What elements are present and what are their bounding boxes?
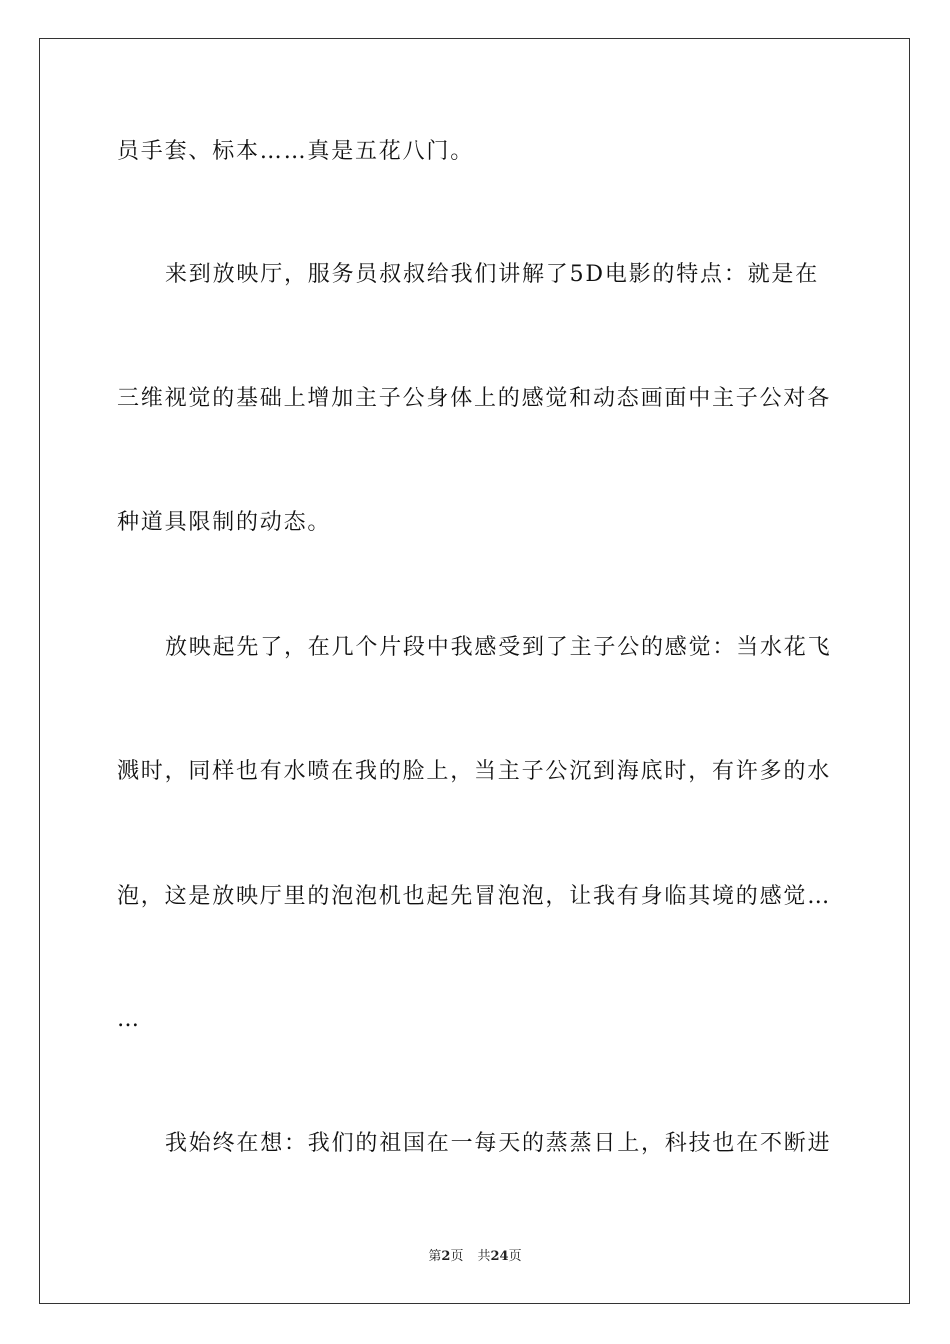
page-number: 2 xyxy=(441,1249,451,1264)
paragraph-4-line-1: 我始终在想：我们的祖国在一每天的蒸蒸日上，科技也在不断进 xyxy=(165,1131,832,1156)
page-suffix: 页 xyxy=(450,1249,464,1264)
text-line-1: 员手套、标本……真是五花八门。 xyxy=(117,139,475,164)
paragraph-2-line-3: 种道具限制的动态。 xyxy=(117,510,332,535)
page-frame xyxy=(39,38,910,1304)
paragraph-2-line-2: 三维视觉的基础上增加主子公身体上的感觉和动态画面中主子公对各 xyxy=(117,386,832,411)
paragraph-3-line-2: 溅时，同样也有水喷在我的脸上，当主子公沉到海底时，有许多的水 xyxy=(117,759,832,784)
page-footer xyxy=(0,1248,950,1266)
paragraph-2-line-1: 来到放映厅，服务员叔叔给我们讲解了5D电影的特点：就是在 xyxy=(165,262,820,287)
paragraph-3-line-1: 放映起先了，在几个片段中我感受到了主子公的感觉：当水花飞 xyxy=(165,635,832,660)
paragraph-3-line-4: … xyxy=(117,1007,141,1032)
total-pages: 24 xyxy=(490,1249,509,1264)
page-prefix: 第 xyxy=(428,1249,442,1264)
total-suffix: 页 xyxy=(508,1249,522,1264)
total-prefix: 共 xyxy=(477,1249,491,1264)
paragraph-3-line-3: 泡，这是放映厅里的泡泡机也起先冒泡泡，让我有身临其境的感觉… xyxy=(117,884,832,909)
